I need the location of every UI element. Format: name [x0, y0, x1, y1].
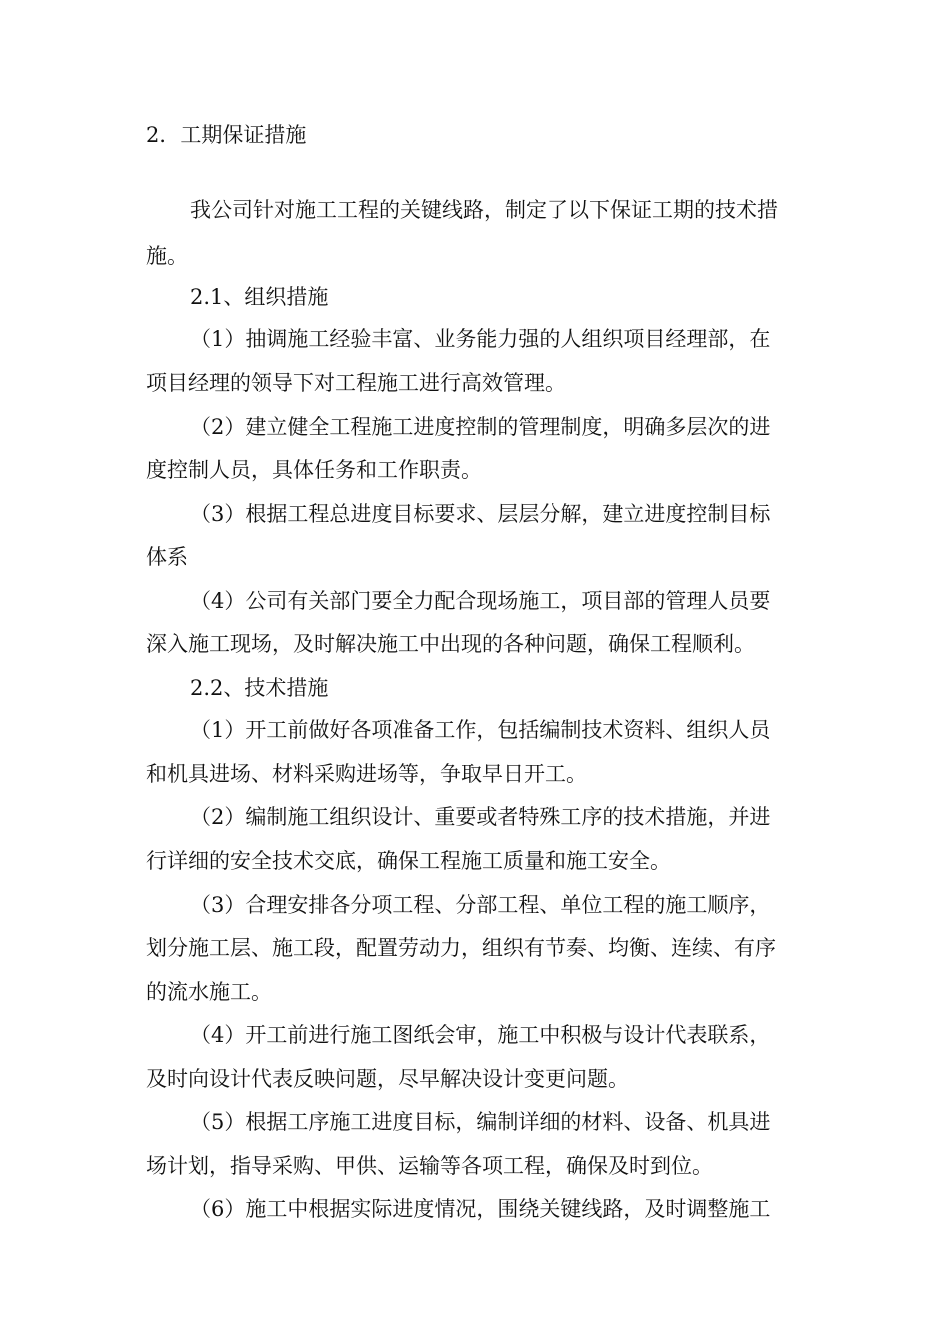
subsection-title-technical: 2.2、技术措施: [190, 676, 329, 700]
org-item-3-line-2: 体系: [146, 545, 188, 569]
tech-item-1-line-2: 和机具进场、材料采购进场等，争取早日开工。: [146, 762, 587, 786]
org-item-4-line-1: （4）公司有关部门要全力配合现场施工，项目部的管理人员要: [190, 589, 771, 613]
tech-item-5-line-1: （5）根据工序施工进度目标，编制详细的材料、设备、机具进: [190, 1110, 771, 1134]
tech-item-6-line-1: （6）施工中根据实际进度情况，围绕关键线路，及时调整施工: [190, 1197, 771, 1221]
tech-item-3-line-3: 的流水施工。: [146, 980, 272, 1004]
tech-item-4-line-1: （4）开工前进行施工图纸会审，施工中积极与设计代表联系，: [190, 1023, 771, 1047]
org-item-1-line-1: （1）抽调施工经验丰富、业务能力强的人组织项目经理部，在: [190, 327, 771, 351]
org-item-4-line-2: 深入施工现场，及时解决施工中出现的各种问题，确保工程顺利。: [146, 632, 755, 656]
tech-item-2-line-2: 行详细的安全技术交底，确保工程施工质量和施工安全。: [146, 849, 671, 873]
org-item-2-line-2: 度控制人员，具体任务和工作职责。: [146, 458, 482, 482]
org-item-3-line-1: （3）根据工程总进度目标要求、层层分解，建立进度控制目标: [190, 502, 771, 526]
org-item-1-line-2: 项目经理的领导下对工程施工进行高效管理。: [146, 371, 566, 395]
intro-paragraph-line-2: 施。: [146, 244, 188, 268]
tech-item-5-line-2: 场计划，指导采购、甲供、运输等各项工程，确保及时到位。: [146, 1154, 713, 1178]
subsection-title-organization: 2.1、组织措施: [190, 285, 329, 309]
org-item-2-line-1: （2）建立健全工程施工进度控制的管理制度，明确多层次的进: [190, 415, 771, 439]
tech-item-3-line-2: 划分施工层、施工段，配置劳动力，组织有节奏、均衡、连续、有序: [146, 936, 776, 960]
tech-item-1-line-1: （1）开工前做好各项准备工作，包括编制技术资料、组织人员: [190, 718, 771, 742]
tech-item-4-line-2: 及时向设计代表反映问题，尽早解决设计变更问题。: [146, 1067, 629, 1091]
section-heading: 2．工期保证措施: [146, 123, 307, 147]
intro-paragraph-line-1: 我公司针对施工工程的关键线路，制定了以下保证工期的技术措: [190, 198, 778, 222]
tech-item-2-line-1: （2）编制施工组织设计、重要或者特殊工序的技术措施，并进: [190, 805, 771, 829]
tech-item-3-line-1: （3）合理安排各分项工程、分部工程、单位工程的施工顺序，: [190, 893, 771, 917]
